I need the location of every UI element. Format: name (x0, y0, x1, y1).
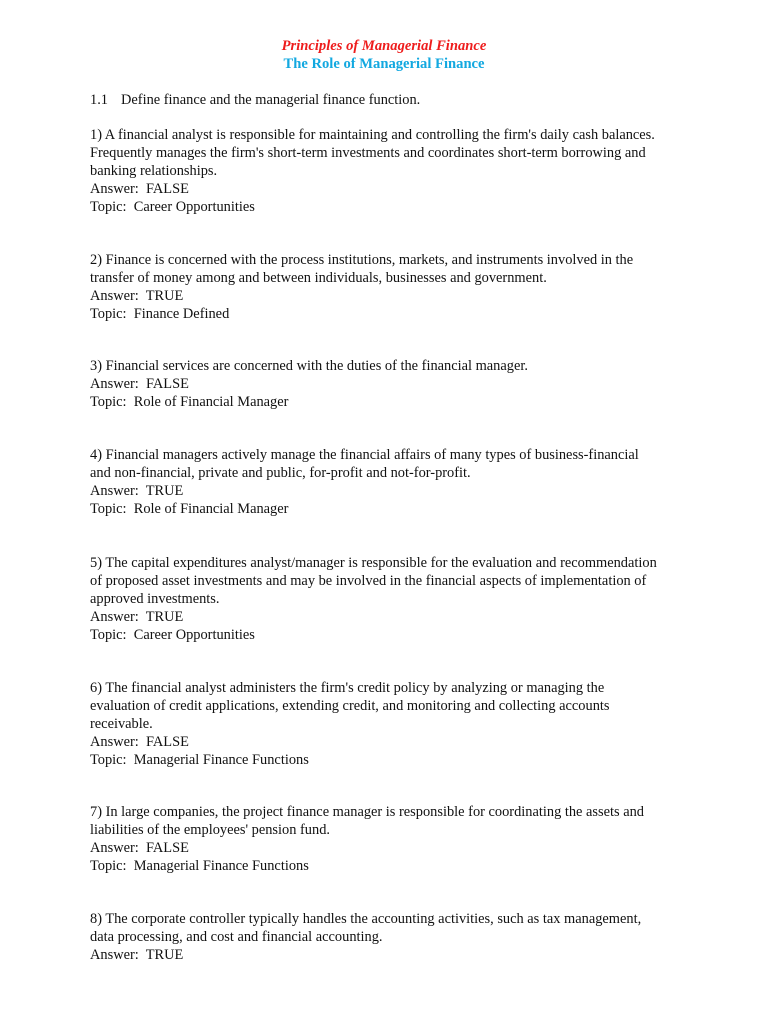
answer-value: TRUE (145, 288, 184, 304)
answer-label: Answer: (90, 609, 146, 625)
answer-value: TRUE (145, 483, 184, 499)
question-item (90, 126, 690, 216)
answer-label: Answer: (90, 483, 146, 499)
section-heading (90, 91, 420, 109)
topic-label: Topic: (90, 858, 134, 874)
answer-value: TRUE (145, 947, 184, 963)
question-item (90, 357, 690, 411)
answer-line (90, 482, 690, 500)
question-text-line: liabilities of the employees' pension fund. (90, 822, 330, 838)
question-text-line: 3) Financial services are concerned with the duties of the financial manager. (90, 358, 528, 374)
question-item (90, 910, 690, 964)
answer-value: FALSE (145, 734, 189, 750)
answer-label: Answer: (90, 376, 146, 392)
question-text-line: 8) The corporate controller typically handles the accounting activities, such as tax management, (90, 911, 642, 927)
topic-line (90, 198, 690, 216)
answer-value: FALSE (145, 840, 189, 856)
question-text-line: and non-financial, private and public, for-profit and not-for-profit. (90, 465, 471, 481)
answer-line (90, 608, 690, 626)
topic-line (90, 857, 690, 875)
answer-value: TRUE (145, 609, 184, 625)
answer-label: Answer: (90, 840, 146, 856)
answer-line (90, 839, 690, 857)
question-text-line: transfer of money among and between individuals, businesses and government. (90, 270, 547, 286)
answer-value: FALSE (145, 376, 189, 392)
question-text-line: data processing, and cost and financial accounting. (90, 929, 383, 945)
answer-line (90, 733, 690, 751)
question-text-line: 2) Finance is concerned with the process institutions, markets, and instruments involved in the (90, 252, 634, 268)
question-item (90, 446, 690, 518)
answer-label: Answer: (90, 734, 146, 750)
question-text-line: receivable. (90, 716, 153, 732)
topic-line (90, 393, 690, 411)
topic-value: Role of Financial Manager (133, 394, 289, 410)
topic-line (90, 500, 690, 518)
question-text-line: 4) Financial managers actively manage the financial affairs of many types of business-financial (90, 447, 639, 463)
topic-value: Role of Financial Manager (133, 501, 289, 517)
topic-label: Topic: (90, 752, 134, 768)
question-item (90, 803, 690, 875)
answer-line (90, 946, 690, 964)
section-number: 1.1 (90, 92, 108, 108)
topic-value: Career Opportunities (133, 199, 255, 215)
answer-label: Answer: (90, 181, 146, 197)
question-item (90, 554, 690, 644)
document-subtitle: The Role of Managerial Finance (283, 56, 485, 72)
section-title: Define finance and the managerial finance function. (121, 92, 421, 108)
question-text-line: approved investments. (90, 591, 220, 607)
topic-label: Topic: (90, 627, 134, 643)
question-text-line: evaluation of credit applications, extending credit, and monitoring and collecting accounts (90, 698, 610, 714)
topic-value: Career Opportunities (133, 627, 255, 643)
answer-line (90, 375, 690, 393)
question-text-line: Frequently manages the firm's short-term investments and coordinates short-term borrowing and (90, 145, 646, 161)
topic-value: Finance Defined (133, 306, 230, 322)
question-item (90, 679, 690, 769)
topic-label: Topic: (90, 394, 134, 410)
topic-label: Topic: (90, 306, 134, 322)
topic-value: Managerial Finance Functions (133, 752, 309, 768)
question-text-line: 6) The financial analyst administers the firm's credit policy by analyzing or managing the (90, 680, 605, 696)
question-text-line: of proposed asset investments and may be involved in the financial aspects of implementation of (90, 573, 647, 589)
question-item (90, 251, 690, 323)
question-text-line: 5) The capital expenditures analyst/manager is responsible for the evaluation and recommendation (90, 555, 657, 571)
answer-value: FALSE (145, 181, 189, 197)
document-title: Principles of Managerial Finance (281, 38, 487, 54)
question-text-line: 1) A financial analyst is responsible for maintaining and controlling the firm's daily cash balances. (90, 127, 655, 143)
topic-line (90, 626, 690, 644)
topic-label: Topic: (90, 501, 134, 517)
answer-label: Answer: (90, 947, 146, 963)
question-text-line: banking relationships. (90, 163, 218, 179)
answer-line (90, 180, 690, 198)
answer-line (90, 287, 690, 305)
topic-value: Managerial Finance Functions (133, 858, 309, 874)
topic-label: Topic: (90, 199, 134, 215)
answer-label: Answer: (90, 288, 146, 304)
topic-line (90, 305, 690, 323)
question-text-line: 7) In large companies, the project finance manager is responsible for coordinating the assets and (90, 804, 644, 820)
topic-line (90, 751, 690, 769)
